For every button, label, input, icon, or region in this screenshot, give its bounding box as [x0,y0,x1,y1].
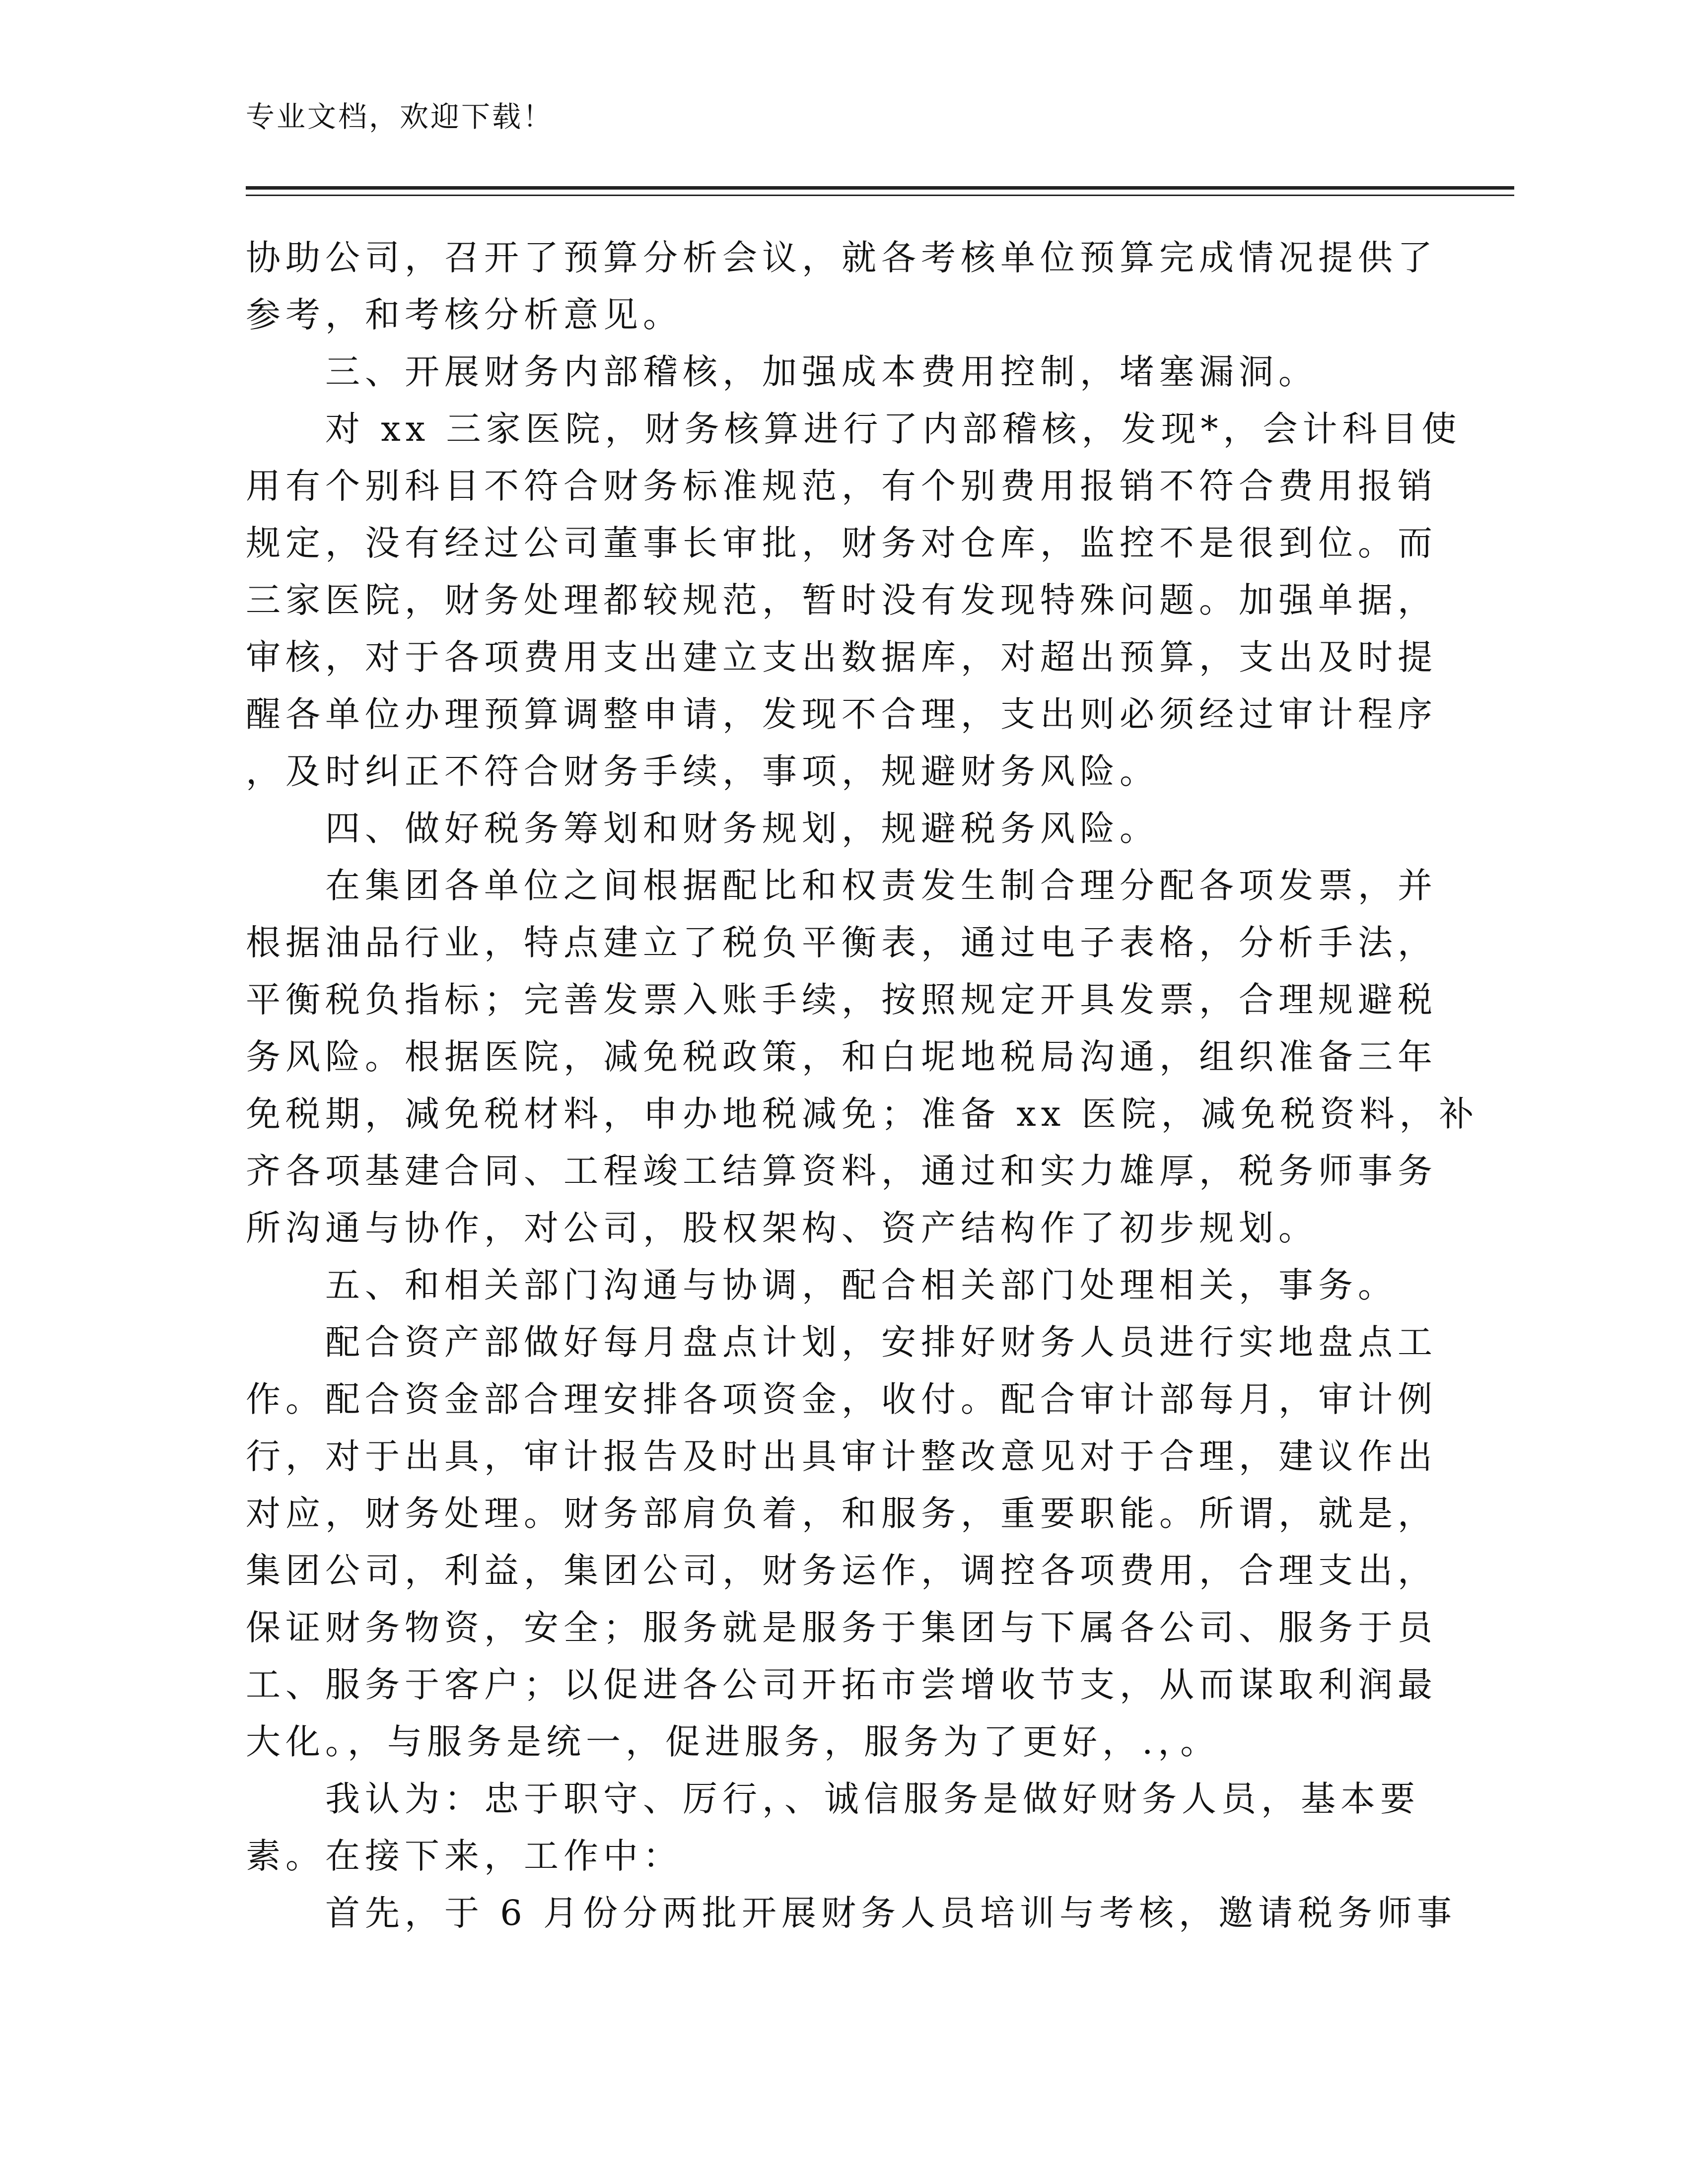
document-body [246,229,1479,1942]
text-line: 在集团各单位之间根据配比和权责发生制合理分配各项发票，并 [325,865,1437,906]
text-line: 对 xx 三家医院，财务核算进行了内部稽核，发现*，会计科目使 [325,409,1462,449]
text-line: 齐各项基建合同、工程竣工结算资料，通过和实力雄厚，税务师事务 [246,1151,1437,1191]
text-line: ，及时纠正不符合财务手续，事项，规避财务风险。 [246,751,1159,792]
text-line: 保证财务物资，安全；服务就是服务于集团与下属各公司、服务于员 [246,1607,1437,1648]
text-line: 工、服务于客户；以促进各公司开拓市尝增收节支，从而谋取利润最 [246,1664,1437,1705]
text-line: 所沟通与协作，对公司，股权架构、资产结构作了初步规划。 [246,1208,1318,1248]
text-line: 用有个别科目不符合财务标准规范，有个别费用报销不符合费用报销 [246,466,1437,506]
text-line: 我认为：忠于职守、厉行，、诚信服务是做好财务人员，基本要 [325,1778,1420,1819]
text-line: 三家医院，财务处理都较规范，暂时没有发现特殊问题。加强单据， [246,580,1437,620]
text-line: 规定，没有经过公司董事长审批，财务对仓库，监控不是很到位。而 [246,523,1437,563]
page-header: 专业文档，欢迎下载！ [246,100,554,134]
text-line: 大化。，与服务是统一，促进服务，服务为了更好，.，。 [246,1721,1220,1762]
text-line: 四、做好税务筹划和财务规划，规避税务风险。 [325,808,1159,849]
header-rule-thick [246,186,1514,190]
text-line: 参考，和考核分析意见。 [246,294,683,335]
text-line: 首先，于 6 月份分两批开展财务人员培训与考核，邀请税务师事 [325,1893,1457,1933]
text-line: 对应，财务处理。财务部肩负着，和服务，重要职能。所谓，就是， [246,1493,1437,1534]
text-line: 协助公司，召开了预算分析会议，就各考核单位预算完成情况提供了 [246,237,1437,278]
text-line: 根据油品行业，特点建立了税负平衡表，通过电子表格，分析手法， [246,922,1437,963]
text-line: 作。配合资金部合理安排各项资金，收付。配合审计部每月，审计例 [246,1379,1437,1420]
text-line: 配合资产部做好每月盘点计划，安排好财务人员进行实地盘点工 [325,1322,1437,1363]
text-line: 平衡税负指标；完善发票入账手续，按照规定开具发票，合理规避税 [246,979,1437,1020]
text-line: 免税期，减免税材料，申办地税减免；准备 xx 医院，减免税资料，补 [246,1093,1479,1134]
text-line: 醒各单位办理预算调整申请，发现不合理，支出则必须经过审计程序 [246,694,1437,735]
text-line: 审核，对于各项费用支出建立支出数据库，对超出预算，支出及时提 [246,637,1437,678]
header-rule-thin [246,195,1514,196]
text-line: 务风险。根据医院，减免税政策，和白坭地税局沟通，组织准备三年 [246,1036,1437,1077]
text-line: 三、开展财务内部稽核，加强成本费用控制，堵塞漏洞。 [325,351,1318,392]
text-line: 素。在接下来，工作中： [246,1836,683,1876]
text-line: 行，对于出具，审计报告及时出具审计整改意见对于合理，建议作出 [246,1436,1437,1477]
text-line: 五、和相关部门沟通与协调，配合相关部门处理相关，事务。 [325,1265,1398,1305]
text-line: 集团公司，利益，集团公司，财务运作，调控各项费用，合理支出， [246,1550,1437,1591]
